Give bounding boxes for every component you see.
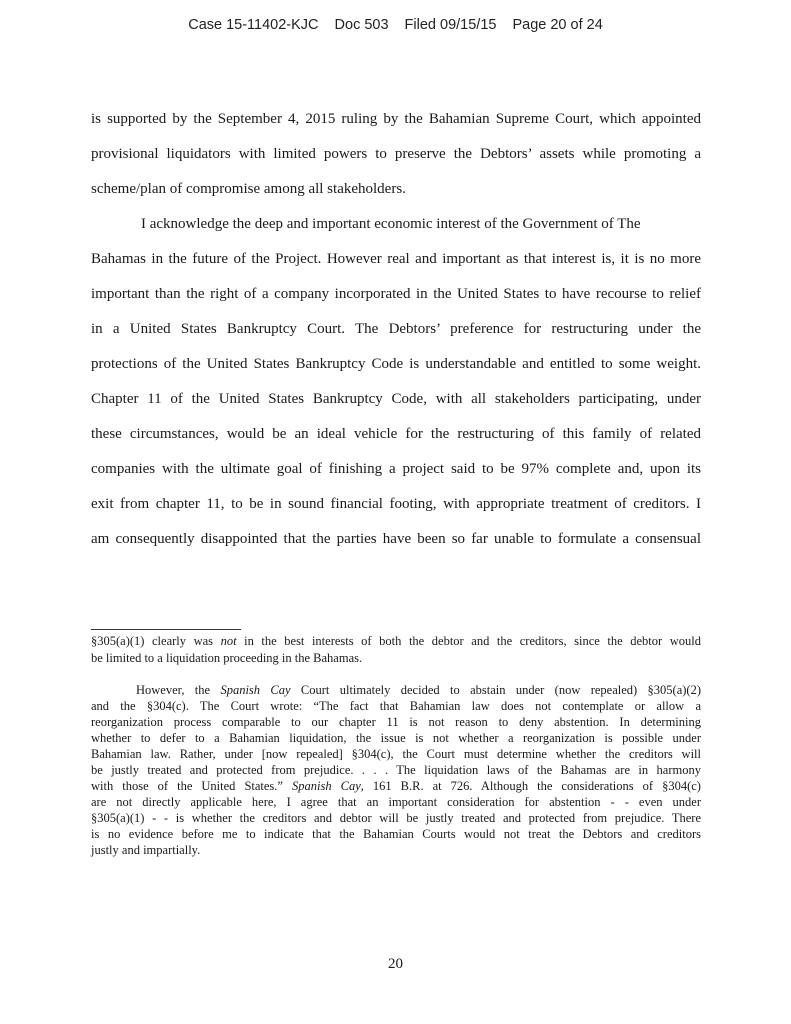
- body-line: important than the right of a company incorporated in the United States to have recourse to relief: [91, 286, 701, 302]
- body-line: provisional liquidators with limited powers to preserve the Debtors’ assets while promoting a: [91, 146, 701, 162]
- footnote-line: be limited to a liquidation proceeding in the Bahamas.: [91, 651, 363, 665]
- footnote-line: Bahamian law. Rather, under [now repealed] §304(c), the Court must determine whether the creditors will: [91, 747, 701, 761]
- body-line: scheme/plan of compromise among all stakeholders.: [91, 181, 406, 197]
- body-line: I acknowledge the deep and important economic interest of the Government of The: [141, 216, 641, 232]
- case-number: Case 15-11402-KJC: [188, 17, 319, 33]
- page-number: 20: [388, 956, 403, 972]
- footnote-text: with those of the United States.”: [91, 779, 292, 793]
- case-header: [0, 17, 791, 33]
- footnote-text: , 161 B.R. at 726. Although the considerations of §304(c): [360, 779, 701, 793]
- body-line: am consequently disappointed that the parties have been so far unable to formulate a consensual: [91, 531, 701, 547]
- footnote-line: and the §304(c). The Court wrote: “The fact that Bahamian law does not contemplate or allow a: [91, 699, 701, 713]
- footnote-line: §305(a)(1) - - is whether the creditors and debtor will be justly treated and protected from prejudice. There: [91, 811, 701, 825]
- footnote-text: However, the: [136, 683, 221, 697]
- case-name: Spanish Cay: [220, 683, 291, 697]
- footnote-line: [91, 779, 701, 794]
- case-name: Spanish Cay: [292, 779, 361, 793]
- body-line: is supported by the September 4, 2015 ruling by the Bahamian Supreme Court, which appointed: [91, 111, 701, 127]
- footnote-line: are not directly applicable here, I agree that an important consideration for abstention - - even under: [91, 795, 701, 809]
- footnote-text: in the best interests of both the debtor and the creditors, since the debtor would: [236, 634, 701, 648]
- doc-number: Doc 503: [334, 17, 389, 33]
- footnote-text: §305(a)(1) clearly was: [91, 634, 221, 648]
- body-line: Bahamas in the future of the Project. However real and important as that interest is, it is no more: [91, 251, 701, 267]
- footnote-text: Court ultimately decided to abstain under (now repealed) §305(a)(2): [290, 683, 701, 697]
- footnote-line: [91, 634, 701, 649]
- page-count: Page 20 of 24: [512, 17, 603, 33]
- footnote-line: whether to defer to a Bahamian liquidation, the issue is not whether a reorganization is possible under: [91, 731, 701, 745]
- footnote-line: reorganization process comparable to our chapter 11 is not reason to deny abstention. In determining: [91, 715, 701, 729]
- body-line: exit from chapter 11, to be in sound financial footing, with appropriate treatment of creditors. I: [91, 496, 701, 512]
- footnote-line: justly and impartially.: [91, 843, 201, 857]
- body-line: companies with the ultimate goal of finishing a project said to be 97% complete and, upon its: [91, 461, 701, 477]
- footnote-line: [136, 683, 701, 698]
- footnote-rule: [91, 629, 241, 630]
- footnote-line: be justly treated and protected from prejudice. . . . The liquidation laws of the Bahamas are in harmony: [91, 763, 701, 777]
- body-line: these circumstances, would be an ideal vehicle for the restructuring of this family of related: [91, 426, 701, 442]
- footnote-emphasis: not: [220, 634, 237, 648]
- filed-date: Filed 09/15/15: [404, 17, 497, 33]
- footnote-line: is no evidence before me to indicate that the Bahamian Courts would not treat the Debtors and creditors: [91, 827, 701, 841]
- body-line: in a United States Bankruptcy Court. The Debtors’ preference for restructuring under the: [91, 321, 701, 337]
- body-line: protections of the United States Bankruptcy Code is understandable and entitled to some weight.: [91, 356, 701, 372]
- body-line: Chapter 11 of the United States Bankruptcy Code, with all stakeholders participating, under: [91, 391, 701, 407]
